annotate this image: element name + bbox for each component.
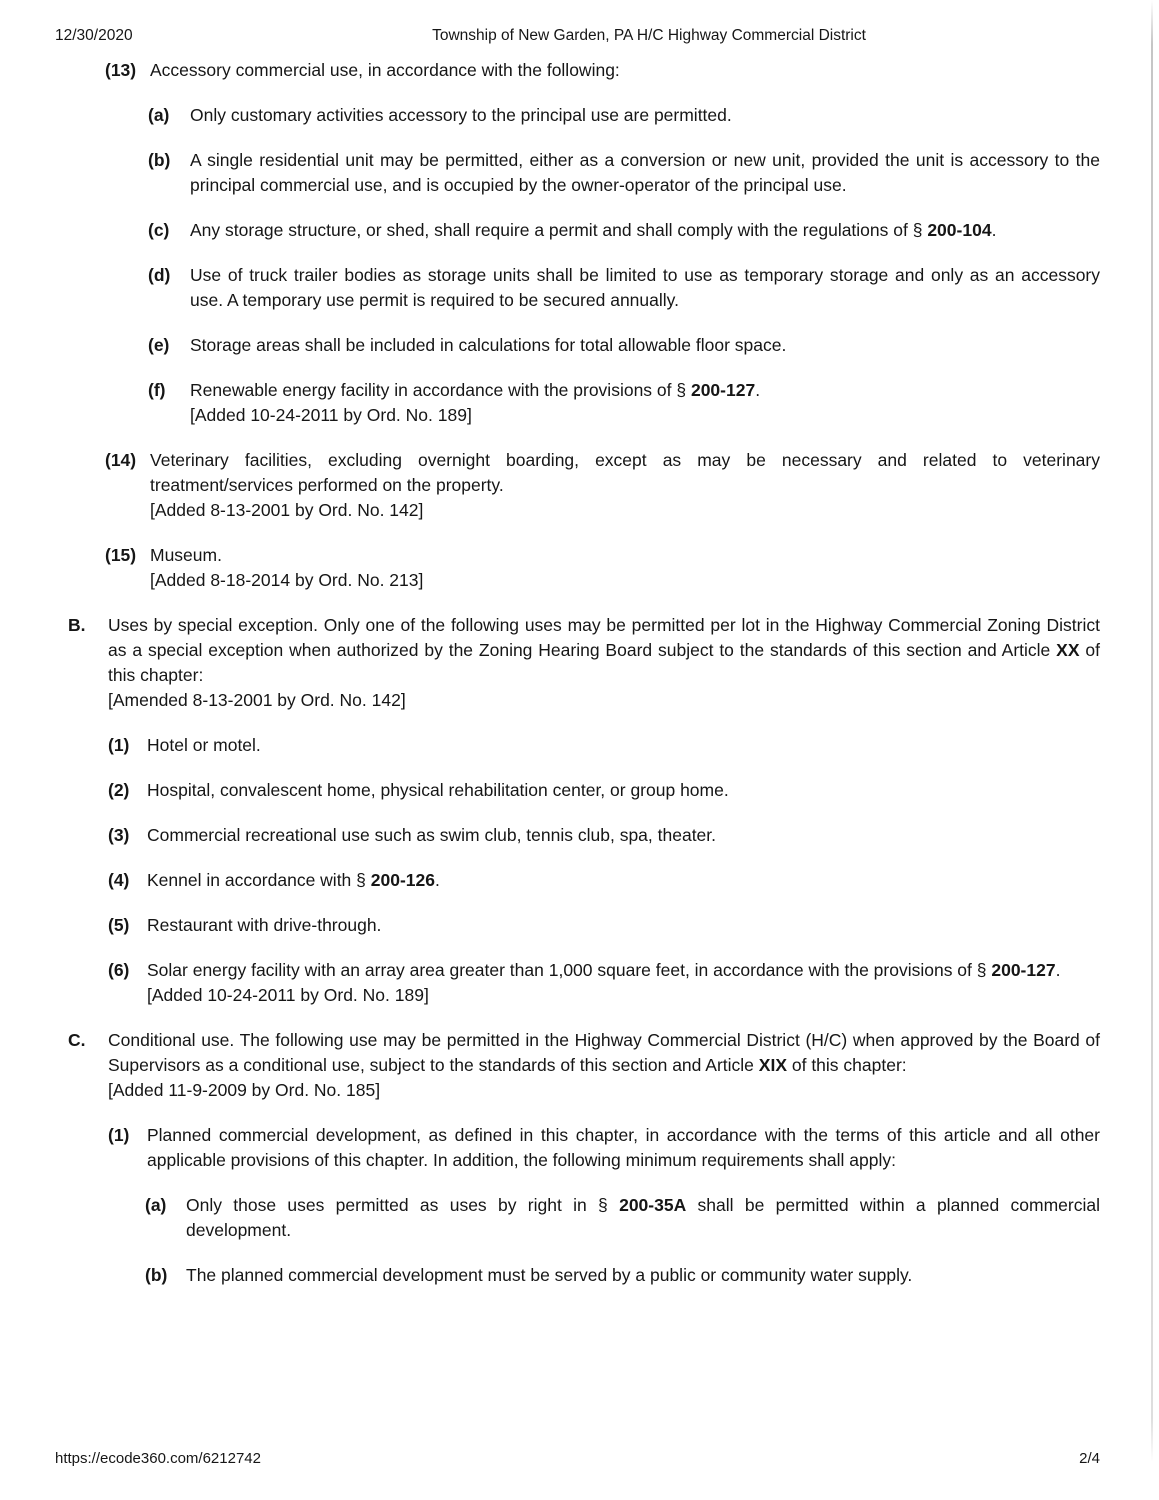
- clause-label: (1): [108, 735, 130, 755]
- clause-label: (13): [105, 60, 137, 80]
- clause-label: (a): [148, 105, 170, 125]
- paragraph-text: Restaurant with drive-through.: [147, 915, 382, 935]
- article-reference: XX: [1056, 640, 1080, 660]
- paragraph-text: Storage areas shall be included in calculations for total allowable floor space.: [190, 335, 787, 355]
- clause-label: (4): [108, 870, 130, 890]
- clause-text: [190, 148, 1100, 198]
- clause-13f: [148, 378, 1100, 428]
- document-body: [0, 58, 1159, 1308]
- section-reference: 200-127: [991, 960, 1056, 980]
- clause-B1: [108, 733, 1100, 758]
- amendment-note: [Added 8-13-2001 by Ord. No. 142]: [150, 500, 424, 520]
- clause-15: [105, 543, 1100, 593]
- paragraph-text: Commercial recreational use such as swim club, tennis club, spa, theater.: [147, 825, 717, 845]
- clause-label: (b): [148, 150, 171, 170]
- clause-text: [190, 103, 1100, 128]
- clause-label: (2): [108, 780, 130, 800]
- clause-13d: [148, 263, 1100, 313]
- section-C: [68, 1028, 1100, 1103]
- header-date: 12/30/2020: [55, 27, 133, 44]
- clause-13: [105, 58, 1100, 83]
- clause-label: (a): [145, 1195, 167, 1215]
- paragraph-text: .: [991, 220, 997, 240]
- paragraph-text: Conditional use. The following use may be permitted in the Highway Commercial District (H/C) when approved by the Board of Supervisors as a conditional use, subject to the standards of this section and Article: [108, 1030, 1100, 1075]
- paragraph-text: The planned commercial development must be served by a public or community water supply.: [186, 1265, 913, 1285]
- clause-text: [186, 1263, 1100, 1288]
- clause-text: [147, 823, 1100, 848]
- amendment-note: [Added 11-9-2009 by Ord. No. 185]: [108, 1080, 381, 1100]
- clause-C1b: [145, 1263, 1100, 1288]
- paragraph-text: Solar energy facility with an array area greater than 1,000 square feet, in accordance with the provisions of §: [147, 960, 992, 980]
- paragraph-text: of this chapter:: [787, 1055, 907, 1075]
- clause-B3: [108, 823, 1100, 848]
- clause-text: [150, 448, 1100, 523]
- paragraph-text: Hospital, convalescent home, physical rehabilitation center, or group home.: [147, 780, 729, 800]
- clause-text: [147, 913, 1100, 938]
- paragraph-text: Use of truck trailer bodies as storage units shall be limited to use as temporary storage and only as an accessory use. A temporary use permit is required to be secured annually.: [190, 265, 1100, 310]
- clause-label: (b): [145, 1265, 168, 1285]
- page-indicator: 2/4: [1079, 1450, 1100, 1467]
- clause-B5: [108, 913, 1100, 938]
- clause-13b: [148, 148, 1100, 198]
- clause-C1: [108, 1123, 1100, 1173]
- clause-14: [105, 448, 1100, 523]
- clause-label: (3): [108, 825, 130, 845]
- paragraph-text: Uses by special exception. Only one of the following uses may be permitted per lot in the Highway Commercial Zoning District as a special exception when authorized by the Zoning Hearing Board subject to the standards of this section and Article: [108, 615, 1100, 660]
- clause-label: (d): [148, 265, 171, 285]
- scan-artifact-line: [1151, 0, 1153, 1462]
- clause-text: [190, 263, 1100, 313]
- paragraph-text: Only customary activities accessory to the principal use are permitted.: [190, 105, 732, 125]
- paragraph-text: Any storage structure, or shed, shall require a permit and shall comply with the regulations of §: [190, 220, 928, 240]
- clause-text: [190, 333, 1100, 358]
- paragraph-text: Planned commercial development, as defined in this chapter, in accordance with the terms of this article and all other applicable provisions of this chapter. In addition, the following minimum requirements shall apply:: [147, 1125, 1100, 1170]
- paragraph-text: Renewable energy facility in accordance with the provisions of §: [190, 380, 691, 400]
- paragraph-text: Kennel in accordance with §: [147, 870, 371, 890]
- clause-13a: [148, 103, 1100, 128]
- amendment-note: [Added 10-24-2011 by Ord. No. 189]: [147, 985, 429, 1005]
- paragraph-text: Accessory commercial use, in accordance with the following:: [150, 60, 620, 80]
- clause-text: [150, 58, 1100, 83]
- clause-C1a: [145, 1193, 1100, 1243]
- clause-label: (e): [148, 335, 170, 355]
- article-reference: XIX: [758, 1055, 787, 1075]
- section-label: B.: [68, 615, 86, 635]
- section-text: [108, 1028, 1100, 1103]
- clause-label: (1): [108, 1125, 130, 1145]
- clause-text: [147, 733, 1100, 758]
- clause-text: [147, 1123, 1100, 1173]
- clause-text: [147, 778, 1100, 803]
- section-B: [68, 613, 1100, 713]
- clause-13e: [148, 333, 1100, 358]
- clause-label: (14): [105, 450, 137, 470]
- clause-text: [150, 543, 1100, 593]
- section-reference: 200-126: [370, 870, 435, 890]
- section-reference: 200-127: [690, 380, 756, 400]
- section-reference: 200-104: [927, 220, 992, 240]
- clause-B2: [108, 778, 1100, 803]
- section-text: [108, 613, 1100, 713]
- section-reference: 200-35A: [619, 1195, 687, 1215]
- clause-text: [147, 958, 1100, 1008]
- clause-label: (15): [105, 545, 137, 565]
- paragraph-text: Hotel or motel.: [147, 735, 261, 755]
- clause-13c: [148, 218, 1100, 243]
- document-title: Township of New Garden, PA H/C Highway Commercial District: [432, 27, 866, 44]
- paragraph-text: .: [1055, 960, 1061, 980]
- clause-text: [190, 378, 1100, 428]
- clause-text: [190, 218, 1100, 243]
- paragraph-text: of this chapter:: [108, 640, 1100, 685]
- paragraph-text: .: [755, 380, 761, 400]
- clause-label: (5): [108, 915, 130, 935]
- amendment-note: [Amended 8-13-2001 by Ord. No. 142]: [108, 690, 406, 710]
- paragraph-text: A single residential unit may be permitted, either as a conversion or new unit, provided the unit is accessory to the principal commercial use, and is occupied by the owner-operator of the principal use.: [190, 150, 1100, 195]
- amendment-note: [Added 10-24-2011 by Ord. No. 189]: [190, 405, 472, 425]
- paragraph-text: .: [434, 870, 440, 890]
- clause-label: (c): [148, 220, 170, 240]
- paragraph-text: Only those uses permitted as uses by right in §: [186, 1195, 620, 1215]
- clause-text: [147, 868, 1100, 893]
- footer-url: https://ecode360.com/6212742: [55, 1450, 261, 1467]
- amendment-note: [Added 8-18-2014 by Ord. No. 213]: [150, 570, 424, 590]
- paragraph-text: Veterinary facilities, excluding overnight boarding, except as may be necessary and related to veterinary treatment/services performed on the property.: [150, 450, 1100, 495]
- clause-label: (f): [148, 380, 166, 400]
- clause-B6: [108, 958, 1100, 1008]
- clause-text: [186, 1193, 1100, 1243]
- clause-label: (6): [108, 960, 130, 980]
- paragraph-text: Museum.: [150, 545, 222, 565]
- clause-B4: [108, 868, 1100, 893]
- paragraph-text: shall be permitted within a planned commercial development.: [186, 1195, 1100, 1240]
- section-label: C.: [68, 1030, 86, 1050]
